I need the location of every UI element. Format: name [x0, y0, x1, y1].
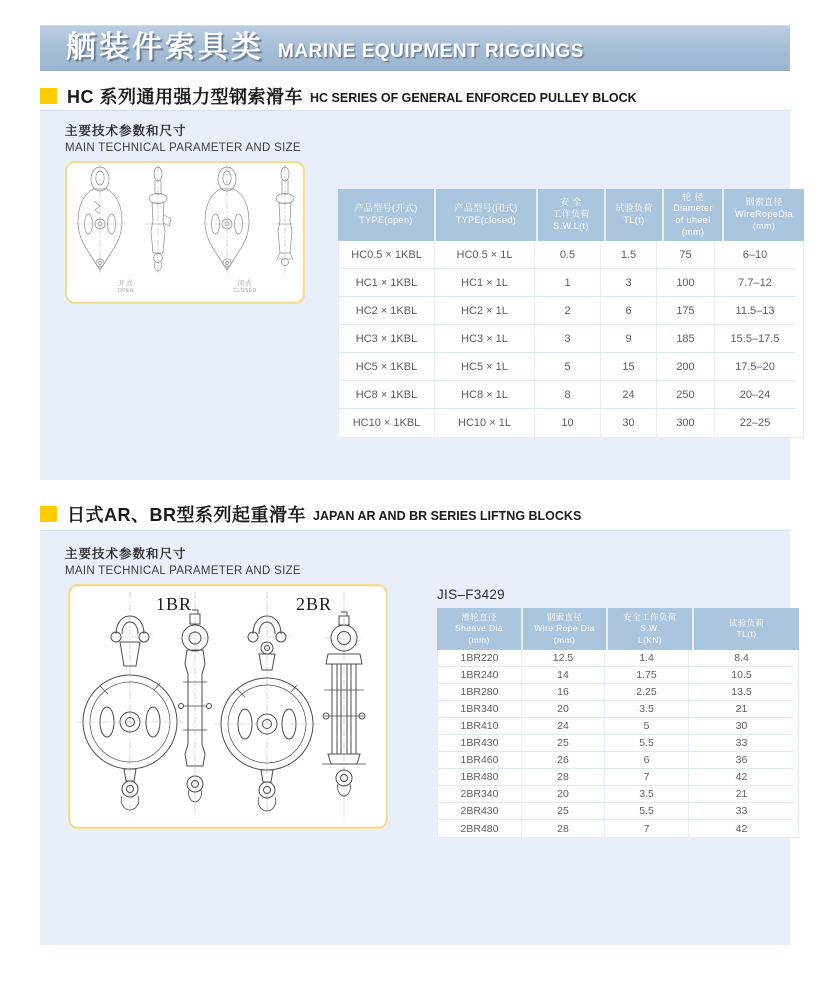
- table-cell: 1BR480: [438, 769, 522, 786]
- section2-heading-zh: 日式AR、BR型系列起重滑车: [67, 505, 306, 525]
- table-cell: 25: [522, 735, 605, 752]
- table-cell: 33: [689, 803, 794, 820]
- table-cell: 1BR240: [438, 667, 522, 684]
- table-cell: 300: [657, 409, 715, 437]
- column-header: 钢索直径 WireRopeDia (mm): [724, 189, 804, 241]
- yellow-bullet-icon: [40, 88, 57, 104]
- banner-title-en: MARINE EQUIPMENT RIGGINGS: [278, 41, 584, 62]
- table-cell: HC10 × 1L: [435, 409, 535, 437]
- table-cell: 6: [605, 752, 689, 769]
- section2-heading-en: JAPAN AR AND BR SERIES LIFTNG BLOCKS: [313, 509, 582, 523]
- table-cell: 1BR220: [438, 650, 522, 667]
- 2br-front-drawing: [214, 592, 320, 818]
- hc-parameter-table: [338, 189, 804, 438]
- 1br-front-drawing: [76, 592, 184, 818]
- closed-type-caption: [230, 280, 260, 294]
- table-cell: 13.5: [689, 684, 794, 701]
- table-cell: 1.5: [601, 241, 657, 269]
- table-cell: 24: [522, 718, 605, 735]
- table-cell: 7.7–12: [715, 269, 795, 297]
- table-cell: HC1 × 1KBL: [339, 269, 435, 297]
- table-cell: 3.5: [605, 701, 689, 718]
- table-cell: 1BR340: [438, 701, 522, 718]
- 1br-drawing-label: 1BR: [156, 594, 193, 614]
- table-cell: 3: [535, 325, 601, 353]
- closed-caption-zh: 闭式: [237, 280, 253, 287]
- table-cell: 5.5: [605, 803, 689, 820]
- table-row: [438, 718, 798, 735]
- br-parameter-table: [437, 608, 799, 838]
- table-cell: 24: [601, 381, 657, 409]
- table-cell: 8.4: [689, 650, 794, 667]
- table-cell: 1.75: [605, 667, 689, 684]
- table-cell: 185: [657, 325, 715, 353]
- table-cell: HC8 × 1KBL: [339, 381, 435, 409]
- column-header: 试验负荷 TL(t): [694, 608, 799, 650]
- table-cell: 1BR280: [438, 684, 522, 701]
- br-blocks-diagram-box: [68, 584, 388, 829]
- table-cell: HC1 × 1L: [435, 269, 535, 297]
- table-cell: 250: [657, 381, 715, 409]
- param-caption-en: MAIN TECHNICAL PARAMETER AND SIZE: [65, 565, 301, 577]
- section1-panel: [40, 110, 793, 480]
- table-cell: 30: [601, 409, 657, 437]
- column-header: 产品型号(闭式) TYPE(closed): [436, 189, 536, 241]
- page-banner: [40, 25, 790, 71]
- table-row: [339, 381, 803, 409]
- table-cell: 9: [601, 325, 657, 353]
- table-cell: 75: [657, 241, 715, 269]
- table-cell: 21: [689, 786, 794, 803]
- param-caption-zh: 主要技术参数和尺寸: [65, 124, 187, 138]
- table-cell: 5: [605, 718, 689, 735]
- table-cell: 42: [689, 769, 794, 786]
- table-cell: 30: [689, 718, 794, 735]
- section2-panel: [40, 530, 790, 945]
- table-row: [438, 820, 798, 837]
- table-cell: 8: [535, 381, 601, 409]
- table-row: [438, 667, 798, 684]
- table-row: [438, 803, 798, 820]
- param-caption-zh: 主要技术参数和尺寸: [65, 547, 187, 561]
- open-type-caption: [111, 280, 141, 294]
- pulley-front-closed-drawing: [201, 165, 253, 275]
- table-cell: 15.5–17.5: [715, 325, 795, 353]
- table-cell: 5: [535, 353, 601, 381]
- table-cell: 0.5: [535, 241, 601, 269]
- table-cell: HC5 × 1L: [435, 353, 535, 381]
- 2br-side-drawing: [322, 592, 366, 818]
- table-row: [438, 684, 798, 701]
- jis-standard-label: JIS–F3429: [437, 587, 505, 602]
- pulley-front-open-drawing: [74, 165, 126, 275]
- table-row: [339, 325, 803, 353]
- table-cell: 1BR430: [438, 735, 522, 752]
- column-header: 轮 径 Diameter of uheel (mm): [664, 189, 722, 241]
- table-cell: 20: [522, 701, 605, 718]
- section1-param-caption: [65, 121, 301, 154]
- column-header: 安 全 工作负荷 S.W.L(t): [538, 189, 604, 241]
- section1-heading-en: HC SERIES OF GENERAL ENFORCED PULLEY BLOCK: [310, 91, 637, 105]
- table-cell: HC10 × 1KBL: [339, 409, 435, 437]
- table-row: [339, 241, 803, 269]
- open-caption-en: OPEN: [117, 288, 135, 295]
- table-cell: 17.5–20: [715, 353, 795, 381]
- table-cell: 22–25: [739, 417, 771, 429]
- table-cell: 6–10: [715, 241, 795, 269]
- table-cell: 7: [605, 820, 689, 837]
- column-header: 安全工作负荷 S.W. L(KN): [608, 608, 692, 650]
- column-header: 产品型号(开式) TYPE(open): [338, 189, 434, 241]
- table-cell: 10: [535, 409, 601, 437]
- table-cell: 20: [522, 786, 605, 803]
- table-cell: 2BR480: [438, 820, 522, 837]
- table-cell: 1BR460: [438, 752, 522, 769]
- table-cell: HC0.5 × 1L: [435, 241, 535, 269]
- table-cell: 28: [522, 769, 605, 786]
- column-header: 滑轮直径 Sheave Dia (mm): [437, 608, 521, 650]
- section2-heading: [40, 501, 581, 527]
- table-cell: 16: [522, 684, 605, 701]
- table-row: [438, 752, 798, 769]
- table-cell: 1BR410: [438, 718, 522, 735]
- table-cell: 10.5: [689, 667, 794, 684]
- table-row: [339, 269, 803, 297]
- param-caption-en: MAIN TECHNICAL PARAMETER AND SIZE: [65, 142, 301, 154]
- banner-title-zh: 舾装件索具类: [66, 31, 264, 64]
- 2br-drawing-label: 2BR: [296, 594, 333, 614]
- table-cell: 3: [601, 269, 657, 297]
- 1br-side-drawing: [176, 592, 214, 818]
- table-row: [438, 650, 798, 667]
- table-cell: 42: [735, 822, 748, 835]
- table-cell: 3.5: [605, 786, 689, 803]
- table-cell: HC8 × 1L: [435, 381, 535, 409]
- pulley-side-closed-drawing: [272, 165, 298, 275]
- table-cell: 25: [522, 803, 605, 820]
- table-cell: 2BR340: [438, 786, 522, 803]
- table-cell: 36: [689, 752, 794, 769]
- table-cell: 100: [657, 269, 715, 297]
- hc-pulley-diagram-box: [65, 161, 305, 304]
- column-header: 试验负荷 TL(t): [606, 189, 662, 241]
- table-row: [339, 353, 803, 381]
- table-cell: 33: [689, 735, 794, 752]
- table-row: [438, 701, 798, 718]
- table-cell: 26: [522, 752, 605, 769]
- table-cell: 1.4: [605, 650, 689, 667]
- closed-caption-en: CLOSED: [233, 288, 257, 295]
- hc-pulley-drawings: [67, 163, 303, 302]
- hc-table-body: [338, 241, 804, 438]
- table-cell: HC2 × 1KBL: [339, 297, 435, 325]
- table-row: [339, 297, 803, 325]
- hc-table-header-row: [338, 189, 804, 241]
- table-cell: HC2 × 1L: [435, 297, 535, 325]
- section1-heading-zh: HC 系列通用强力型钢索滑车: [67, 87, 303, 107]
- table-cell: 2: [535, 297, 601, 325]
- br-table-body: [437, 650, 799, 838]
- table-cell: 7: [605, 769, 689, 786]
- table-cell: 21: [689, 701, 794, 718]
- br-block-drawings: [70, 586, 386, 827]
- table-row: [438, 769, 798, 786]
- pulley-side-open-drawing: [145, 165, 171, 275]
- table-cell: 200: [657, 353, 715, 381]
- table-cell: 5.5: [605, 735, 689, 752]
- column-header: 钢索直径 Wire Rope Dia (mm): [523, 608, 606, 650]
- table-cell: 1: [535, 269, 601, 297]
- table-cell: HC3 × 1KBL: [339, 325, 435, 353]
- table-row: [438, 786, 798, 803]
- table-cell: 11.5–13: [715, 297, 795, 325]
- table-cell: 28: [522, 820, 605, 837]
- table-row: [438, 735, 798, 752]
- table-cell: HC0.5 × 1KBL: [339, 241, 435, 269]
- section1-heading: [40, 83, 637, 109]
- table-row: [339, 409, 803, 437]
- table-cell: HC3 × 1L: [435, 325, 535, 353]
- table-cell: 2BR430: [438, 803, 522, 820]
- table-cell: 12.5: [522, 650, 605, 667]
- section2-param-caption: [65, 544, 301, 577]
- yellow-bullet-icon: [40, 506, 57, 522]
- table-cell: 2.25: [605, 684, 689, 701]
- table-cell: HC5 × 1KBL: [339, 353, 435, 381]
- open-caption-zh: 开式: [118, 280, 134, 287]
- table-cell: 175: [657, 297, 715, 325]
- table-cell: 20–24: [715, 381, 795, 409]
- br-table-header-row: [437, 608, 799, 650]
- table-cell: 15: [601, 353, 657, 381]
- table-cell: 14: [522, 667, 605, 684]
- table-cell: 6: [601, 297, 657, 325]
